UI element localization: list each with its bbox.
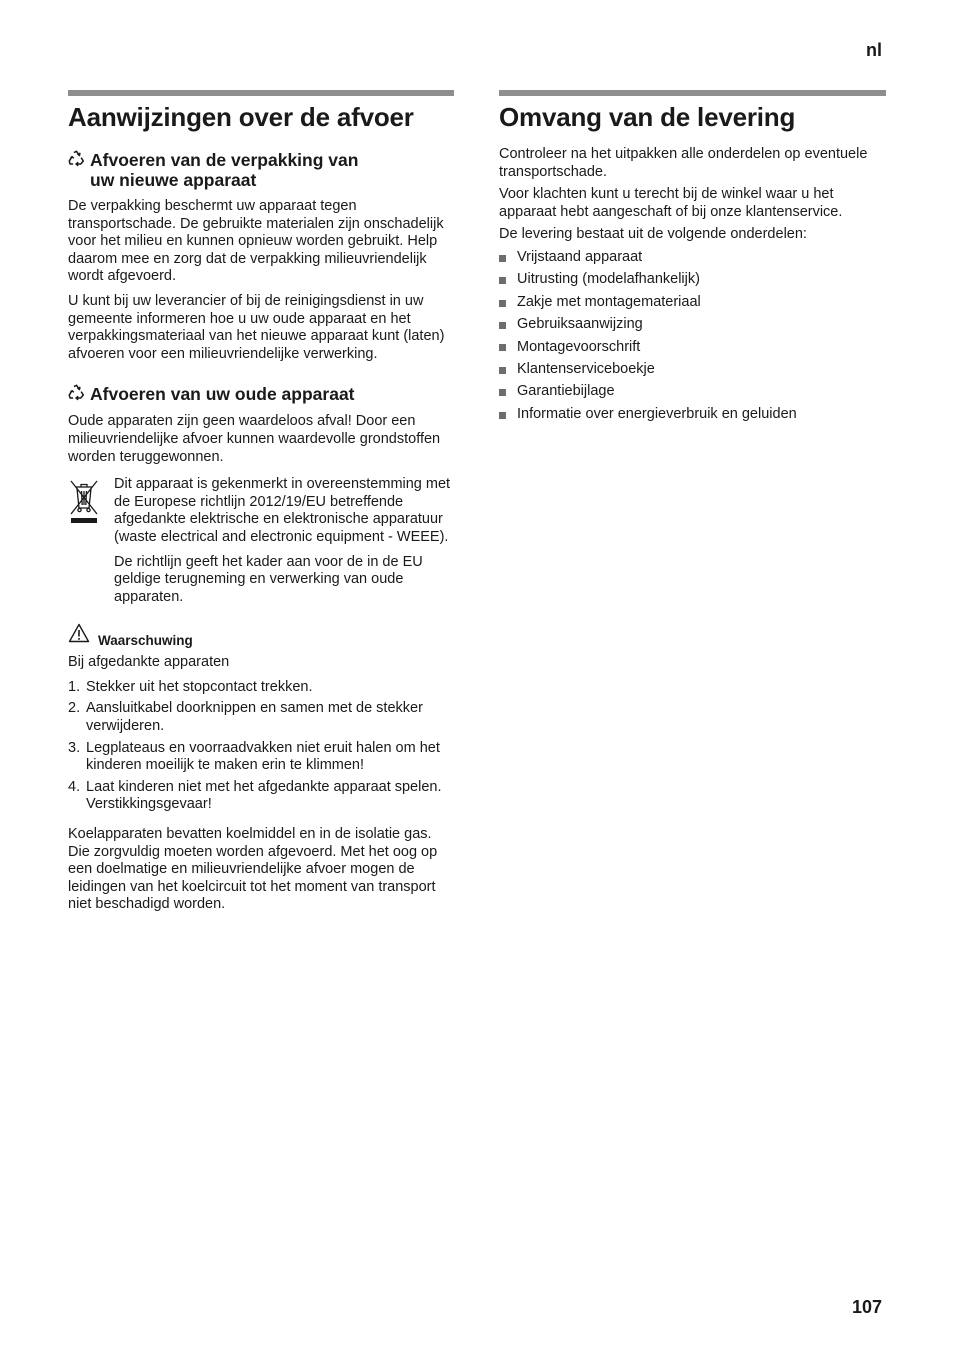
warning-steps [68, 679, 454, 814]
delivery-paragraph-3: De levering bestaat uit de volgende onderdelen: [499, 226, 807, 243]
list-item: 2. Aansluitkabel doorknippen en samen met de stekker verwijderen. [68, 700, 423, 735]
list-item: Informatie over energieverbruik en geluiden [499, 406, 886, 424]
list-item: Uitrusting (modelafhankelijk) [499, 271, 886, 289]
bullet-square-icon [499, 406, 517, 424]
old-appliance-heading [68, 384, 454, 405]
bullet-square-icon [499, 271, 517, 289]
recycle-icon [68, 150, 90, 190]
list-item: Vrijstaand apparaat [499, 249, 886, 267]
bullet-square-icon [499, 383, 517, 401]
warning-label: Waarschuwing [98, 633, 193, 649]
delivery-title: Omvang van de levering [499, 102, 796, 132]
packaging-heading-line2: uw nieuwe apparaat [90, 170, 257, 190]
list-item: Montagevoorschrift [499, 339, 886, 357]
delivery-paragraph-2: Voor klachten kunt u terecht bij de winkel waar u het apparaat hebt aangeschaft of bij onze klantenservice. [499, 186, 843, 220]
delivery-column [499, 90, 886, 428]
packaging-paragraph-1: De verpakking beschermt uw apparaat tegen transportschade. De gebruikte materialen zijn onschadelijk voor het milieu en kunnen opnieuw worden gebruikt. Help daarom mee en zorg dat de verpakking milieuvriendelijk wordt afgevoerd. [68, 198, 444, 285]
crossed-bin-icon [68, 476, 114, 613]
weee-paragraph-1: Dit apparaat is gekenmerkt in overeenstemming met de Europese richtlijn 2012/19/EU betreffende afgedankte elektrische en elektronische apparatuur (waste electrical and electronic equipment - WEEE). [114, 476, 451, 545]
packaging-paragraph-2: U kunt bij uw leverancier of bij de reinigingsdienst in uw gemeente informeren hoe u uw oude apparaat en het verpakkingsmateriaal van het nieuwe apparaat kunt (laten) afvoeren voor een milieuvriendelijke verwerking. [68, 292, 445, 362]
section-rule [499, 90, 886, 96]
list-item: 3. Legplateaus en voorraadvakken niet eruit halen om het kinderen moeilijk te maken erin te klimmen! [68, 739, 440, 774]
weee-block [68, 476, 454, 613]
refrigerant-paragraph: Koelapparaten bevatten koelmiddel en in de isolatie gas. Die zorgvuldig moeten worden afgevoerd. Met het oog op een doelmatige en milieuvriendelijke afvoer mogen de leidingen van het koelcircuit tot het moment van transport niet beschadigd worden. [68, 826, 438, 913]
language-code: nl [866, 40, 882, 60]
packaging-heading-line1: Afvoeren van de verpakking van [90, 150, 359, 170]
list-item: Garantiebijlage [499, 383, 886, 401]
list-item: Zakje met montagemateriaal [499, 294, 886, 312]
bullet-square-icon [499, 339, 517, 357]
list-item: 4. Laat kinderen niet met het afgedankte apparaat spelen. Verstikkingsgevaar! [68, 778, 442, 813]
section-rule [68, 90, 454, 96]
warning-header [68, 623, 454, 648]
warning-triangle-icon [68, 623, 98, 648]
weee-paragraph-2: De richtlijn geeft het kader aan voor de in de EU geldige terugneming en verwerking van oude apparaten. [114, 553, 423, 605]
disposal-title: Aanwijzingen over de afvoer [68, 102, 414, 132]
bullet-square-icon [499, 316, 517, 334]
bullet-square-icon [499, 249, 517, 267]
old-appliance-heading-text: Afvoeren van uw oude apparaat [90, 384, 355, 405]
warning-intro: Bij afgedankte apparaten [68, 654, 230, 671]
disposal-column [68, 90, 454, 921]
list-item: Gebruiksaanwijzing [499, 316, 886, 334]
delivery-items [499, 249, 886, 423]
old-appliance-paragraph: Oude apparaten zijn geen waardeloos afval! Door een milieuvriendelijke afvoer kunnen waardevolle grondstoffen worden teruggewonnen. [68, 413, 441, 465]
packaging-heading [68, 150, 454, 190]
bullet-square-icon [499, 294, 517, 312]
delivery-paragraph-1: Controleer na het uitpakken alle onderdelen op eventuele transportschade. [499, 146, 868, 180]
list-item: 1. Stekker uit het stopcontact trekken. [68, 678, 313, 695]
list-item: Klantenserviceboekje [499, 361, 886, 379]
bullet-square-icon [499, 361, 517, 379]
page-number: 107 [852, 1297, 883, 1317]
recycle-icon [68, 384, 90, 405]
